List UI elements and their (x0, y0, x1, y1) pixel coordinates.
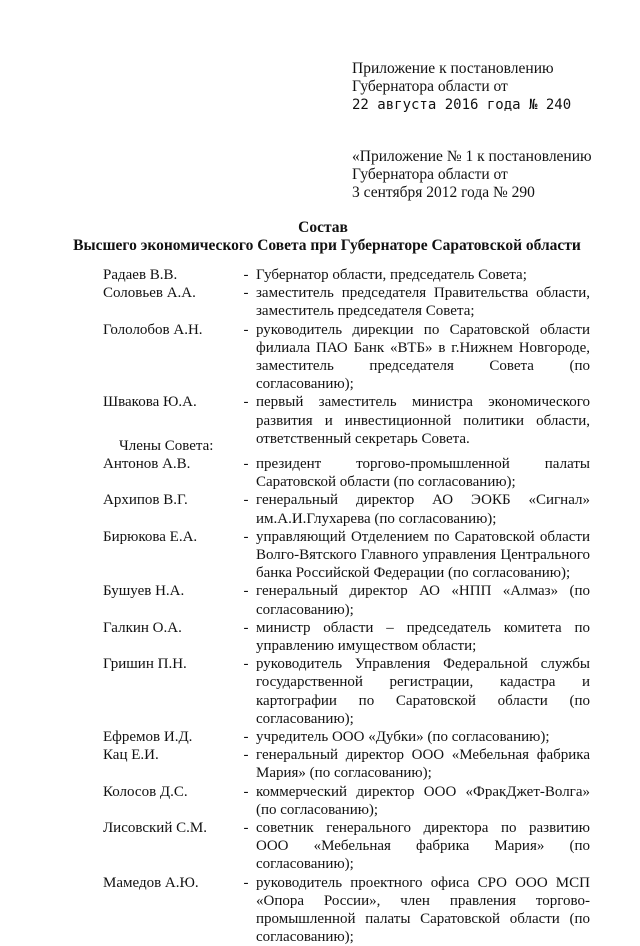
list-item (103, 455, 590, 491)
dash-separator: - (243, 729, 249, 746)
member-name: Ефремов И.Д. (103, 729, 193, 746)
member-name: Гололобов А.Н. (103, 321, 203, 338)
appendix-current-line1: Приложение к постановлению (352, 60, 554, 77)
member-position: советник генерального директора по развитию ООО «Мебельная фабрика Мария» (по согласованию); (256, 820, 590, 873)
list-item (103, 582, 590, 618)
member-position: генеральный директор АО ЭОКБ «Сигнал» им.А.И.Глухарева (по согласованию); (256, 492, 590, 527)
member-position: генеральный директор АО «НПП «Алмаз» (по согласованию); (256, 583, 590, 618)
member-position: руководитель проектного офиса СРО ООО МСП «Опора России», член правления торгово-промышленной палаты Саратовской области (по согласованию); (256, 874, 590, 946)
member-name: Радаев В.В. (103, 267, 178, 283)
member-name: Галкин О.А. (103, 619, 182, 636)
appendix-current-header (352, 60, 571, 114)
member-position: руководитель дирекции по Саратовской области филиала ПАО Банк «ВТБ» в г.Нижнем Новгороде, заместитель председателя Совета (по согласованию); (256, 321, 590, 393)
list-item (103, 321, 590, 394)
member-name: Лисовский С.М. (103, 820, 207, 837)
dash-separator: - (243, 874, 249, 891)
document-subtitle: Высшего экономического Совета при Губернаторе Саратовской области (73, 237, 581, 254)
member-position: президент торгово-промышленной палаты Саратовской области (по согласованию); (256, 456, 590, 491)
list-item (103, 619, 590, 655)
list-item (103, 284, 590, 320)
dash-separator: - (243, 820, 249, 837)
members-heading: Члены Совета: (119, 438, 214, 454)
member-name: Бирюкова Е.А. (103, 528, 198, 545)
dash-separator: - (243, 267, 249, 283)
member-position: министр области – председатель комитета по управлению имуществом области; (256, 619, 590, 655)
appendix-current-line2: Губернатора области от (352, 78, 508, 95)
member-position: заместитель председателя Правительства области, заместитель председателя Совета; (256, 285, 590, 320)
list-item (103, 491, 590, 527)
member-name: Мамедов А.Ю. (103, 874, 199, 891)
member-position: Губернатор области, председатель Совета; (256, 267, 527, 283)
member-name: Швакова Ю.А. (103, 394, 197, 411)
member-position: генеральный директор ООО «Мебельная фабрика Мария» (по согласованию); (256, 747, 590, 782)
dash-separator: - (243, 783, 249, 800)
dash-separator: - (243, 285, 249, 302)
member-name: Соловьев А.А. (103, 285, 196, 302)
dash-separator: - (243, 528, 249, 545)
appendix-original-line3: 3 сентября 2012 года № 290 (352, 184, 535, 201)
dash-separator: - (243, 456, 249, 472)
appendix-original-line1: «Приложение № 1 к постановлению (352, 148, 592, 165)
member-name: Гришин П.Н. (103, 656, 187, 673)
leaders-list (103, 266, 590, 448)
list-item (103, 819, 590, 874)
dash-separator: - (243, 619, 249, 636)
list-item (103, 528, 590, 583)
list-item (103, 655, 590, 728)
dash-separator: - (243, 394, 249, 411)
list-item (103, 746, 590, 782)
member-name: Колосов Д.С. (103, 783, 188, 800)
appendix-original-header (352, 148, 592, 202)
member-name: Антонов А.В. (103, 456, 191, 472)
dash-separator: - (243, 583, 249, 600)
list-item (103, 266, 590, 284)
list-item (103, 874, 590, 946)
member-position: учредитель ООО «Дубки» (по согласованию); (256, 729, 550, 746)
dash-separator: - (243, 656, 249, 673)
member-position: первый заместитель министра экономического развития и инвестиционной политики области, ответственный секретарь Совета. (256, 394, 590, 447)
member-name: Кац Е.И. (103, 747, 159, 764)
member-name: Бушуев Н.А. (103, 583, 185, 600)
appendix-original-line2: Губернатора области от (352, 166, 508, 183)
list-item (103, 728, 590, 746)
member-position: руководитель Управления Федеральной службы государственной регистрации, кадастра и картографии по Саратовской области (по согласованию); (256, 656, 590, 727)
member-name: Архипов В.Г. (103, 492, 188, 509)
list-item (103, 783, 590, 819)
document-title: Состав (298, 219, 348, 236)
member-position: коммерческий директор ООО «ФракДжет-Волга» (по согласованию); (256, 783, 590, 818)
members-list (103, 437, 590, 946)
member-position: управляющий Отделением по Саратовской области Волго-Вятского Главного управления Центрального банка Российской Федерации (по согласованию); (256, 528, 590, 582)
dash-separator: - (243, 747, 249, 764)
dash-separator: - (243, 321, 249, 338)
appendix-current-line3: 22 августа 2016 года № 240 (352, 97, 572, 113)
dash-separator: - (243, 492, 249, 509)
